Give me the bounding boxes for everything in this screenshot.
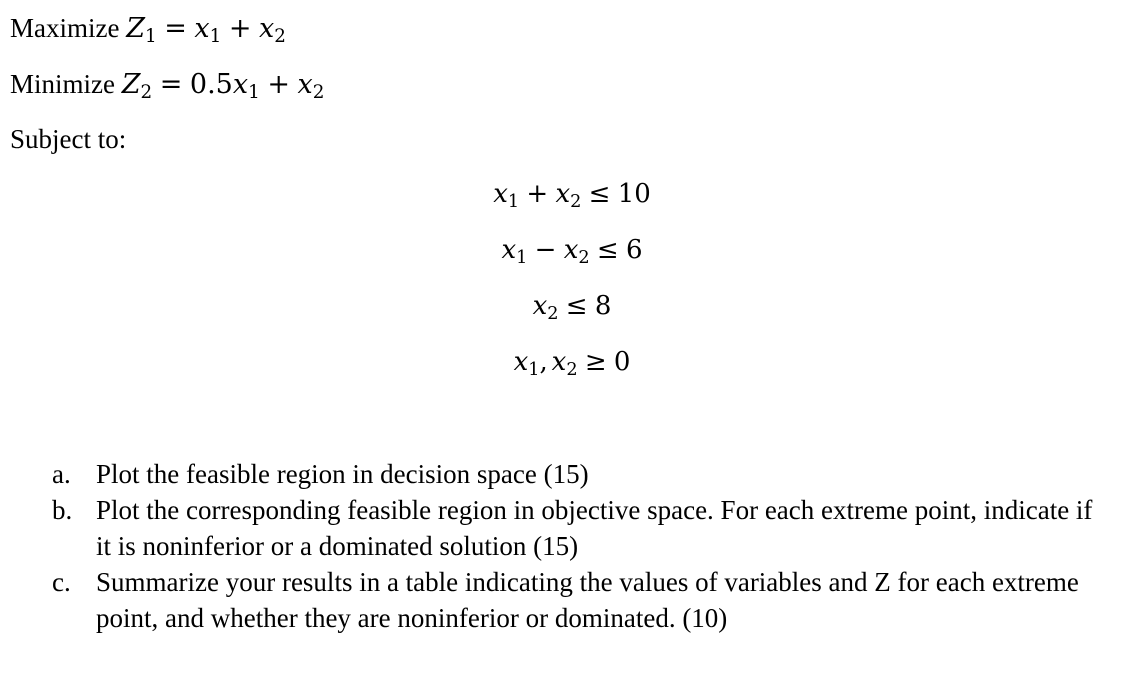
objective-label: Minimize <box>10 69 115 99</box>
objective-label: Maximize <box>10 13 120 43</box>
constraint-2: $x_1 - x_2 \le 6$ <box>501 235 643 268</box>
subject-to-label: Subject to: <box>10 124 127 154</box>
objective-minimize <box>10 68 325 104</box>
question-marker: a. <box>52 459 71 489</box>
objective-equation: $Z_1 = x_1 + x_2$ <box>126 13 286 48</box>
constraint-1: $x_1 + x_2 \le 10$ <box>493 179 651 212</box>
question-marker: b. <box>52 495 73 525</box>
question-text: Summarize your results in a table indicating the values of variables and Z for each extreme point, and whether they are noninferior or dominated. (10) <box>96 567 1079 633</box>
question-text: Plot the feasible region in decision space (15) <box>96 459 589 489</box>
question-list <box>52 456 1112 636</box>
question-b <box>52 492 1112 564</box>
constraint-4: $x_1$, $x_2 \ge 0$ <box>513 347 631 380</box>
question-marker: c. <box>52 567 71 597</box>
question-text: Plot the corresponding feasible region in objective space. For each extreme point, indicate if it is noninferior or a dominated solution (15) <box>96 495 1093 561</box>
constraint-3: $x_2 \le 8$ <box>532 291 612 324</box>
objective-equation: $Z_2 = 0.5x_1 + x_2$ <box>121 69 325 104</box>
question-c <box>52 564 1112 636</box>
objective-maximize <box>10 12 286 48</box>
question-a <box>52 456 1112 492</box>
